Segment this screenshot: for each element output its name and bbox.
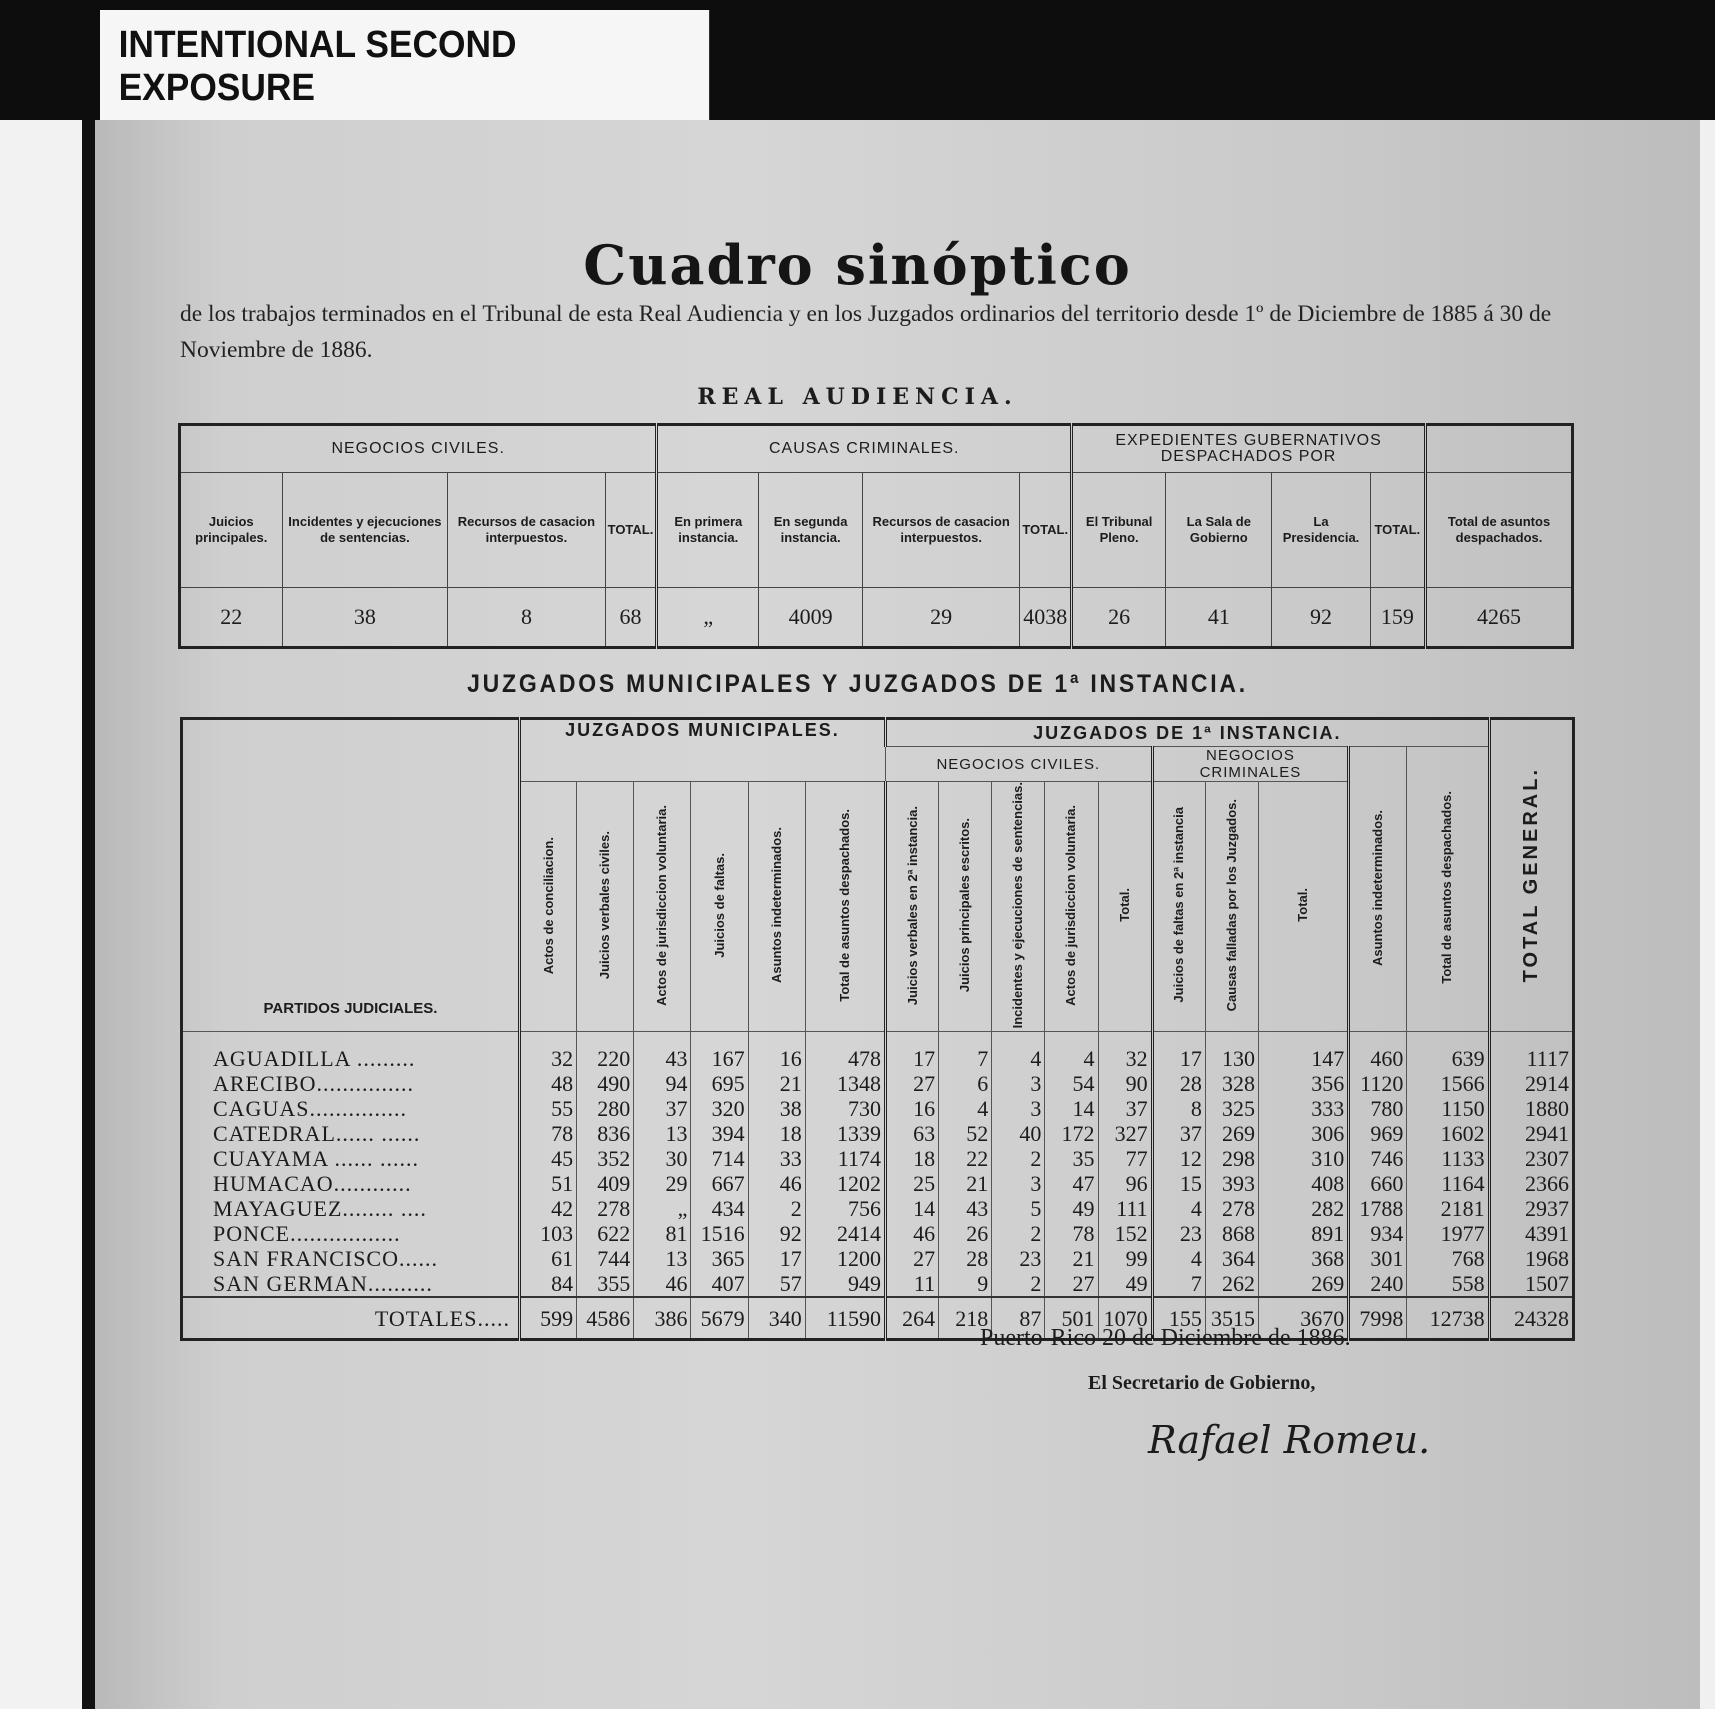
group-juzgados-primera: JUZGADOS DE 1ª INSTANCIA. [885, 719, 1489, 747]
value-cell: 1174 [805, 1146, 885, 1171]
value-cell: 90 [1098, 1071, 1152, 1096]
value-cell: 1348 [805, 1071, 885, 1096]
value-cell: 155 [1152, 1297, 1205, 1340]
value-cell: 409 [577, 1171, 634, 1196]
value-cell: 949 [805, 1271, 885, 1297]
col-total-despachados-1a: Total de asuntos despachados. [1407, 747, 1489, 1032]
value-cell: 1117 [1489, 1032, 1573, 1072]
value-cell: 21 [1045, 1246, 1098, 1271]
value-cell: 84 [519, 1271, 576, 1297]
table-row [182, 1146, 1574, 1171]
value-cell: 41 [1166, 587, 1272, 647]
value-cell: 172 [1045, 1121, 1098, 1146]
col-juicios-verbales: Juicios verbales civiles. [577, 782, 634, 1032]
right-margin [1700, 120, 1715, 1709]
value-cell: 2307 [1489, 1146, 1573, 1171]
value-cell: 393 [1205, 1171, 1258, 1196]
col-juicios-faltas: Juicios de faltas. [691, 782, 748, 1032]
value-cell: 1339 [805, 1121, 885, 1146]
value-cell: 47 [1045, 1171, 1098, 1196]
value-cell: 4 [992, 1032, 1045, 1072]
value-cell: 744 [577, 1246, 634, 1271]
value-cell: 1200 [805, 1246, 885, 1271]
value-cell: 22 [180, 587, 283, 647]
table-row [182, 1271, 1574, 1297]
value-cell: 394 [691, 1121, 748, 1146]
col-asuntos-indeterminados: Asuntos indeterminados. [748, 782, 805, 1032]
value-cell: 6 [939, 1071, 992, 1096]
value-cell: 28 [1152, 1071, 1205, 1096]
value-cell: 639 [1407, 1032, 1489, 1072]
partido-name: MAYAGUEZ........ .... [182, 1196, 520, 1221]
group-empty [1426, 425, 1573, 473]
juzgados-table [180, 717, 1575, 1341]
value-cell: 3 [992, 1071, 1045, 1096]
value-cell: 746 [1349, 1146, 1407, 1171]
value-cell: 63 [885, 1121, 938, 1146]
partido-name: CUAYAMA ...... ...... [182, 1146, 520, 1171]
value-cell: 130 [1205, 1032, 1258, 1072]
partidos-judiciales-header: PARTIDOS JUDICIALES. [182, 719, 520, 1032]
value-cell: 310 [1258, 1146, 1348, 1171]
value-cell: 282 [1258, 1196, 1348, 1221]
value-cell: 57 [748, 1271, 805, 1297]
group-negocios-civiles: NEGOCIOS CIVILES. [180, 425, 657, 473]
value-cell: 2914 [1489, 1071, 1573, 1096]
value-cell: 1788 [1349, 1196, 1407, 1221]
value-cell: 25 [885, 1171, 938, 1196]
value-cell: 21 [748, 1071, 805, 1096]
value-cell: 2937 [1489, 1196, 1573, 1221]
value-cell: 26 [939, 1221, 992, 1246]
value-cell: 4391 [1489, 1221, 1573, 1246]
value-cell: 37 [1098, 1096, 1152, 1121]
value-cell: 52 [939, 1121, 992, 1146]
value-cell: 24328 [1489, 1297, 1573, 1340]
col-tribunal-pleno: El Tribunal Pleno. [1072, 472, 1166, 587]
value-cell: 1516 [691, 1221, 748, 1246]
value-cell: 9 [939, 1271, 992, 1297]
value-cell: 501 [1045, 1297, 1098, 1340]
group-causas-criminales: CAUSAS CRIMINALES. [657, 425, 1072, 473]
value-cell: 3 [992, 1171, 1045, 1196]
partido-name: PONCE................. [182, 1221, 520, 1246]
value-cell: 17 [1152, 1032, 1205, 1072]
partido-name: CATEDRAL...... ...... [182, 1121, 520, 1146]
value-cell: 26 [1072, 587, 1166, 647]
value-cell: 8 [448, 587, 605, 647]
group-negocios-criminales: NEGOCIOS CRIMINALES [1152, 747, 1349, 782]
value-cell: 32 [519, 1032, 576, 1072]
value-cell: 14 [885, 1196, 938, 1221]
value-cell: 5 [992, 1196, 1045, 1221]
value-cell: „ [657, 587, 759, 647]
value-cell: 23 [992, 1246, 1045, 1271]
col-sala-gobierno: La Sala de Gobierno [1166, 472, 1272, 587]
value-cell: 1150 [1407, 1096, 1489, 1121]
value-cell: 14 [1045, 1096, 1098, 1121]
value-cell: 37 [634, 1096, 691, 1121]
value-cell: 152 [1098, 1221, 1152, 1246]
value-cell: 2 [992, 1146, 1045, 1171]
value-cell: 87 [992, 1297, 1045, 1340]
document-intro: de los trabajos terminados en el Tribunal de esta Real Audiencia y en los Juzgados ordinarios del territorio desde 1º de Diciembre de 1885 á 30 de Noviembre de 1886. [180, 301, 1552, 363]
value-cell: 22 [939, 1146, 992, 1171]
value-cell: 408 [1258, 1171, 1348, 1196]
value-cell: 599 [519, 1297, 576, 1340]
value-cell: 12738 [1407, 1297, 1489, 1340]
col-total-criminales: Total. [1258, 782, 1348, 1032]
value-cell: 4 [1152, 1246, 1205, 1271]
value-cell: 5679 [691, 1297, 748, 1340]
table-row [182, 1171, 1574, 1196]
value-cell: 667 [691, 1171, 748, 1196]
col-asuntos-indeterminados-1a: Asuntos indeterminados. [1349, 747, 1407, 1032]
value-cell: 264 [885, 1297, 938, 1340]
place-date: Puerto-Rico 20 de Diciembre de 1886. [980, 1325, 1351, 1351]
value-cell: 365 [691, 1246, 748, 1271]
col-total-criminales: TOTAL. [1020, 472, 1072, 587]
col-presidencia: La Presidencia. [1272, 472, 1370, 587]
value-cell: 278 [1205, 1196, 1258, 1221]
value-cell: 55 [519, 1096, 576, 1121]
value-cell: 333 [1258, 1096, 1348, 1121]
value-cell: 38 [748, 1096, 805, 1121]
value-cell: 1164 [1407, 1171, 1489, 1196]
juzgados-table-body [182, 1032, 1574, 1340]
partido-name: TOTALES..... [182, 1297, 520, 1340]
group-juzgados-municipales: JUZGADOS MUNICIPALES. [519, 719, 885, 782]
value-cell: 2366 [1489, 1171, 1573, 1196]
value-cell: 3 [992, 1096, 1045, 1121]
value-cell: 7 [1152, 1271, 1205, 1297]
value-cell: 30 [634, 1146, 691, 1171]
value-cell: 240 [1349, 1271, 1407, 1297]
left-edge-bar [82, 120, 95, 1709]
value-cell: 4586 [577, 1297, 634, 1340]
value-cell: 18 [885, 1146, 938, 1171]
value-cell: 386 [634, 1297, 691, 1340]
value-cell: 49 [1098, 1271, 1152, 1297]
value-cell: 2414 [805, 1221, 885, 1246]
value-cell: 8 [1152, 1096, 1205, 1121]
col-juicios-verbales-2a: Juicios verbales en 2ª instancia. [885, 782, 938, 1032]
left-margin [0, 120, 82, 1709]
section-real-audiencia: REAL AUDIENCIA. [697, 384, 1018, 410]
value-cell: 48 [519, 1071, 576, 1096]
value-cell: 868 [1205, 1221, 1258, 1246]
value-cell: 969 [1349, 1121, 1407, 1146]
col-juicios-principales-escritos: Juicios principales escritos. [939, 782, 992, 1032]
value-cell: 167 [691, 1032, 748, 1072]
value-cell: 3670 [1258, 1297, 1348, 1340]
partido-name: SAN FRANCISCO...... [182, 1246, 520, 1271]
value-cell: 38 [282, 587, 448, 647]
table-row [182, 1071, 1574, 1096]
exposure-label: INTENTIONAL SECOND EXPOSURE [100, 10, 709, 122]
table-row [182, 1196, 1574, 1221]
value-cell: 81 [634, 1221, 691, 1246]
col-total-general: TOTAL GENERAL. [1489, 719, 1573, 1032]
partido-name: AGUADILLA ......... [182, 1032, 520, 1072]
value-cell: 51 [519, 1171, 576, 1196]
value-cell: 364 [1205, 1246, 1258, 1271]
totals-row [182, 1297, 1574, 1340]
value-cell: 46 [885, 1221, 938, 1246]
value-cell: 934 [1349, 1221, 1407, 1246]
value-cell: 306 [1258, 1121, 1348, 1146]
value-cell: 77 [1098, 1146, 1152, 1171]
value-cell: 340 [748, 1297, 805, 1340]
value-cell: 352 [577, 1146, 634, 1171]
col-actos-conciliacion: Actos de conciliacion. [519, 782, 576, 1032]
col-incidentes-ejecuciones: Incidentes y ejecuciones de sentencias. [992, 782, 1045, 1032]
value-cell: 2 [992, 1271, 1045, 1297]
value-cell: 111 [1098, 1196, 1152, 1221]
value-cell: 94 [634, 1071, 691, 1096]
value-cell: 35 [1045, 1146, 1098, 1171]
value-cell: 29 [634, 1171, 691, 1196]
value-cell: 1507 [1489, 1271, 1573, 1297]
value-cell: 301 [1349, 1246, 1407, 1271]
value-cell: 407 [691, 1271, 748, 1297]
value-cell: 1070 [1098, 1297, 1152, 1340]
col-primera-instancia: En primera instancia. [657, 472, 759, 587]
value-cell: 327 [1098, 1121, 1152, 1146]
value-cell: 4 [939, 1096, 992, 1121]
table-row [182, 1121, 1574, 1146]
group-negocios-civiles: NEGOCIOS CIVILES. [885, 747, 1152, 782]
secretary-title: El Secretario de Gobierno, [1088, 1372, 1316, 1394]
value-cell: 147 [1258, 1032, 1348, 1072]
value-cell: 1566 [1407, 1071, 1489, 1096]
value-cell: 1968 [1489, 1246, 1573, 1271]
value-cell: 103 [519, 1221, 576, 1246]
value-cell: 220 [577, 1032, 634, 1072]
value-cell: 2941 [1489, 1121, 1573, 1146]
value-cell: 61 [519, 1246, 576, 1271]
value-cell: 7998 [1349, 1297, 1407, 1340]
value-cell: 280 [577, 1096, 634, 1121]
value-cell: 16 [748, 1032, 805, 1072]
value-cell: 325 [1205, 1096, 1258, 1121]
value-cell: 32 [1098, 1032, 1152, 1072]
value-cell: 2181 [1407, 1196, 1489, 1221]
section-juzgados: JUZGADOS MUNICIPALES Y JUZGADOS DE 1ª INSTANCIA. [467, 670, 1248, 698]
value-cell: 2 [748, 1196, 805, 1221]
value-cell: 1120 [1349, 1071, 1407, 1096]
col-total-despachados-municipales: Total de asuntos despachados. [805, 782, 885, 1032]
partido-name: HUMACAO............ [182, 1171, 520, 1196]
value-cell: 78 [519, 1121, 576, 1146]
value-cell: „ [634, 1196, 691, 1221]
table-row [182, 1221, 1574, 1246]
value-cell: 2 [992, 1221, 1045, 1246]
value-cell: 836 [577, 1121, 634, 1146]
value-cell: 891 [1258, 1221, 1348, 1246]
value-cell: 356 [1258, 1071, 1348, 1096]
value-cell: 558 [1407, 1271, 1489, 1297]
value-cell: 298 [1205, 1146, 1258, 1171]
value-cell: 218 [939, 1297, 992, 1340]
value-cell: 320 [691, 1096, 748, 1121]
value-cell: 42 [519, 1196, 576, 1221]
col-jurisdiccion-voluntaria: Actos de jurisdiccion voluntaria. [634, 782, 691, 1032]
partido-name: SAN GERMAN.......... [182, 1271, 520, 1297]
value-cell: 328 [1205, 1071, 1258, 1096]
value-cell: 92 [748, 1221, 805, 1246]
col-recursos-criminales: Recursos de casacion interpuestos. [862, 472, 1019, 587]
value-cell: 27 [1045, 1271, 1098, 1297]
col-segunda-instancia: En segunda instancia. [759, 472, 863, 587]
value-cell: 355 [577, 1271, 634, 1297]
value-cell: 660 [1349, 1171, 1407, 1196]
value-cell: 16 [885, 1096, 938, 1121]
value-cell: 27 [885, 1071, 938, 1096]
value-cell: 4 [1045, 1032, 1098, 1072]
value-cell: 434 [691, 1196, 748, 1221]
document-title: Cuadro sinóptico [583, 233, 1132, 297]
col-total-expedientes: TOTAL. [1370, 472, 1425, 587]
value-cell: 17 [748, 1246, 805, 1271]
col-causas-falladas: Causas falladas por los Juzgados. [1205, 782, 1258, 1032]
value-cell: 4038 [1020, 587, 1072, 647]
value-cell: 780 [1349, 1096, 1407, 1121]
value-cell: 18 [748, 1121, 805, 1146]
value-cell: 27 [885, 1246, 938, 1271]
value-cell: 490 [577, 1071, 634, 1096]
table-row [182, 1246, 1574, 1271]
table-row [182, 1032, 1574, 1072]
value-cell: 269 [1205, 1121, 1258, 1146]
value-cell: 23 [1152, 1221, 1205, 1246]
value-cell: 1602 [1407, 1121, 1489, 1146]
value-cell: 43 [939, 1196, 992, 1221]
value-cell: 11590 [805, 1297, 885, 1340]
value-cell: 13 [634, 1246, 691, 1271]
value-cell: 730 [805, 1096, 885, 1121]
value-cell: 45 [519, 1146, 576, 1171]
value-cell: 15 [1152, 1171, 1205, 1196]
value-cell: 78 [1045, 1221, 1098, 1246]
partido-name: ARECIBO............... [182, 1071, 520, 1096]
value-cell: 3515 [1205, 1297, 1258, 1340]
value-cell: 17 [885, 1032, 938, 1072]
col-faltas-2a: Juicios de faltas en 2ª instancia [1152, 782, 1205, 1032]
value-cell: 4009 [759, 587, 863, 647]
value-cell: 768 [1407, 1246, 1489, 1271]
value-cell: 7 [939, 1032, 992, 1072]
value-cell: 1133 [1407, 1146, 1489, 1171]
value-cell: 28 [939, 1246, 992, 1271]
value-cell: 92 [1272, 587, 1370, 647]
col-jurisdiccion-voluntaria-1a: Actos de jurisdiccion voluntaria. [1045, 782, 1098, 1032]
value-cell: 37 [1152, 1121, 1205, 1146]
value-cell: 12 [1152, 1146, 1205, 1171]
value-cell: 478 [805, 1032, 885, 1072]
value-cell: 460 [1349, 1032, 1407, 1072]
value-cell: 43 [634, 1032, 691, 1072]
col-recursos-casacion: Recursos de casacion interpuestos. [448, 472, 605, 587]
col-incidentes: Incidentes y ejecuciones de sentencias. [282, 472, 448, 587]
value-cell: 1202 [805, 1171, 885, 1196]
value-cell: 33 [748, 1146, 805, 1171]
value-cell: 4 [1152, 1196, 1205, 1221]
value-cell: 13 [634, 1121, 691, 1146]
value-cell: 21 [939, 1171, 992, 1196]
col-juicios-principales: Juicios principales. [180, 472, 283, 587]
value-cell: 714 [691, 1146, 748, 1171]
value-cell: 40 [992, 1121, 1045, 1146]
signature: Rafael Romeu. [1148, 1418, 1431, 1462]
value-cell: 29 [862, 587, 1019, 647]
value-cell: 46 [634, 1271, 691, 1297]
value-cell: 46 [748, 1171, 805, 1196]
value-cell: 68 [605, 587, 657, 647]
value-cell: 4265 [1426, 587, 1573, 647]
value-cell: 1880 [1489, 1096, 1573, 1121]
value-cell: 96 [1098, 1171, 1152, 1196]
value-cell: 278 [577, 1196, 634, 1221]
partido-name: CAGUAS............... [182, 1096, 520, 1121]
value-cell: 1977 [1407, 1221, 1489, 1246]
value-cell: 695 [691, 1071, 748, 1096]
value-cell: 262 [1205, 1271, 1258, 1297]
value-cell: 99 [1098, 1246, 1152, 1271]
value-cell: 368 [1258, 1246, 1348, 1271]
value-cell: 11 [885, 1271, 938, 1297]
group-expedientes: EXPEDIENTES GUBERNATIVOS DESPACHADOS POR [1072, 425, 1426, 473]
real-audiencia-table [178, 423, 1574, 649]
col-total-civiles: Total. [1098, 782, 1152, 1032]
value-cell: 54 [1045, 1071, 1098, 1096]
value-cell: 756 [805, 1196, 885, 1221]
col-total-despachados: Total de asuntos despachados. [1426, 472, 1573, 587]
value-cell: 49 [1045, 1196, 1098, 1221]
value-cell: 269 [1258, 1271, 1348, 1297]
col-total-civiles: TOTAL. [605, 472, 657, 587]
value-cell: 622 [577, 1221, 634, 1246]
table-row [182, 1096, 1574, 1121]
value-cell: 159 [1370, 587, 1425, 647]
